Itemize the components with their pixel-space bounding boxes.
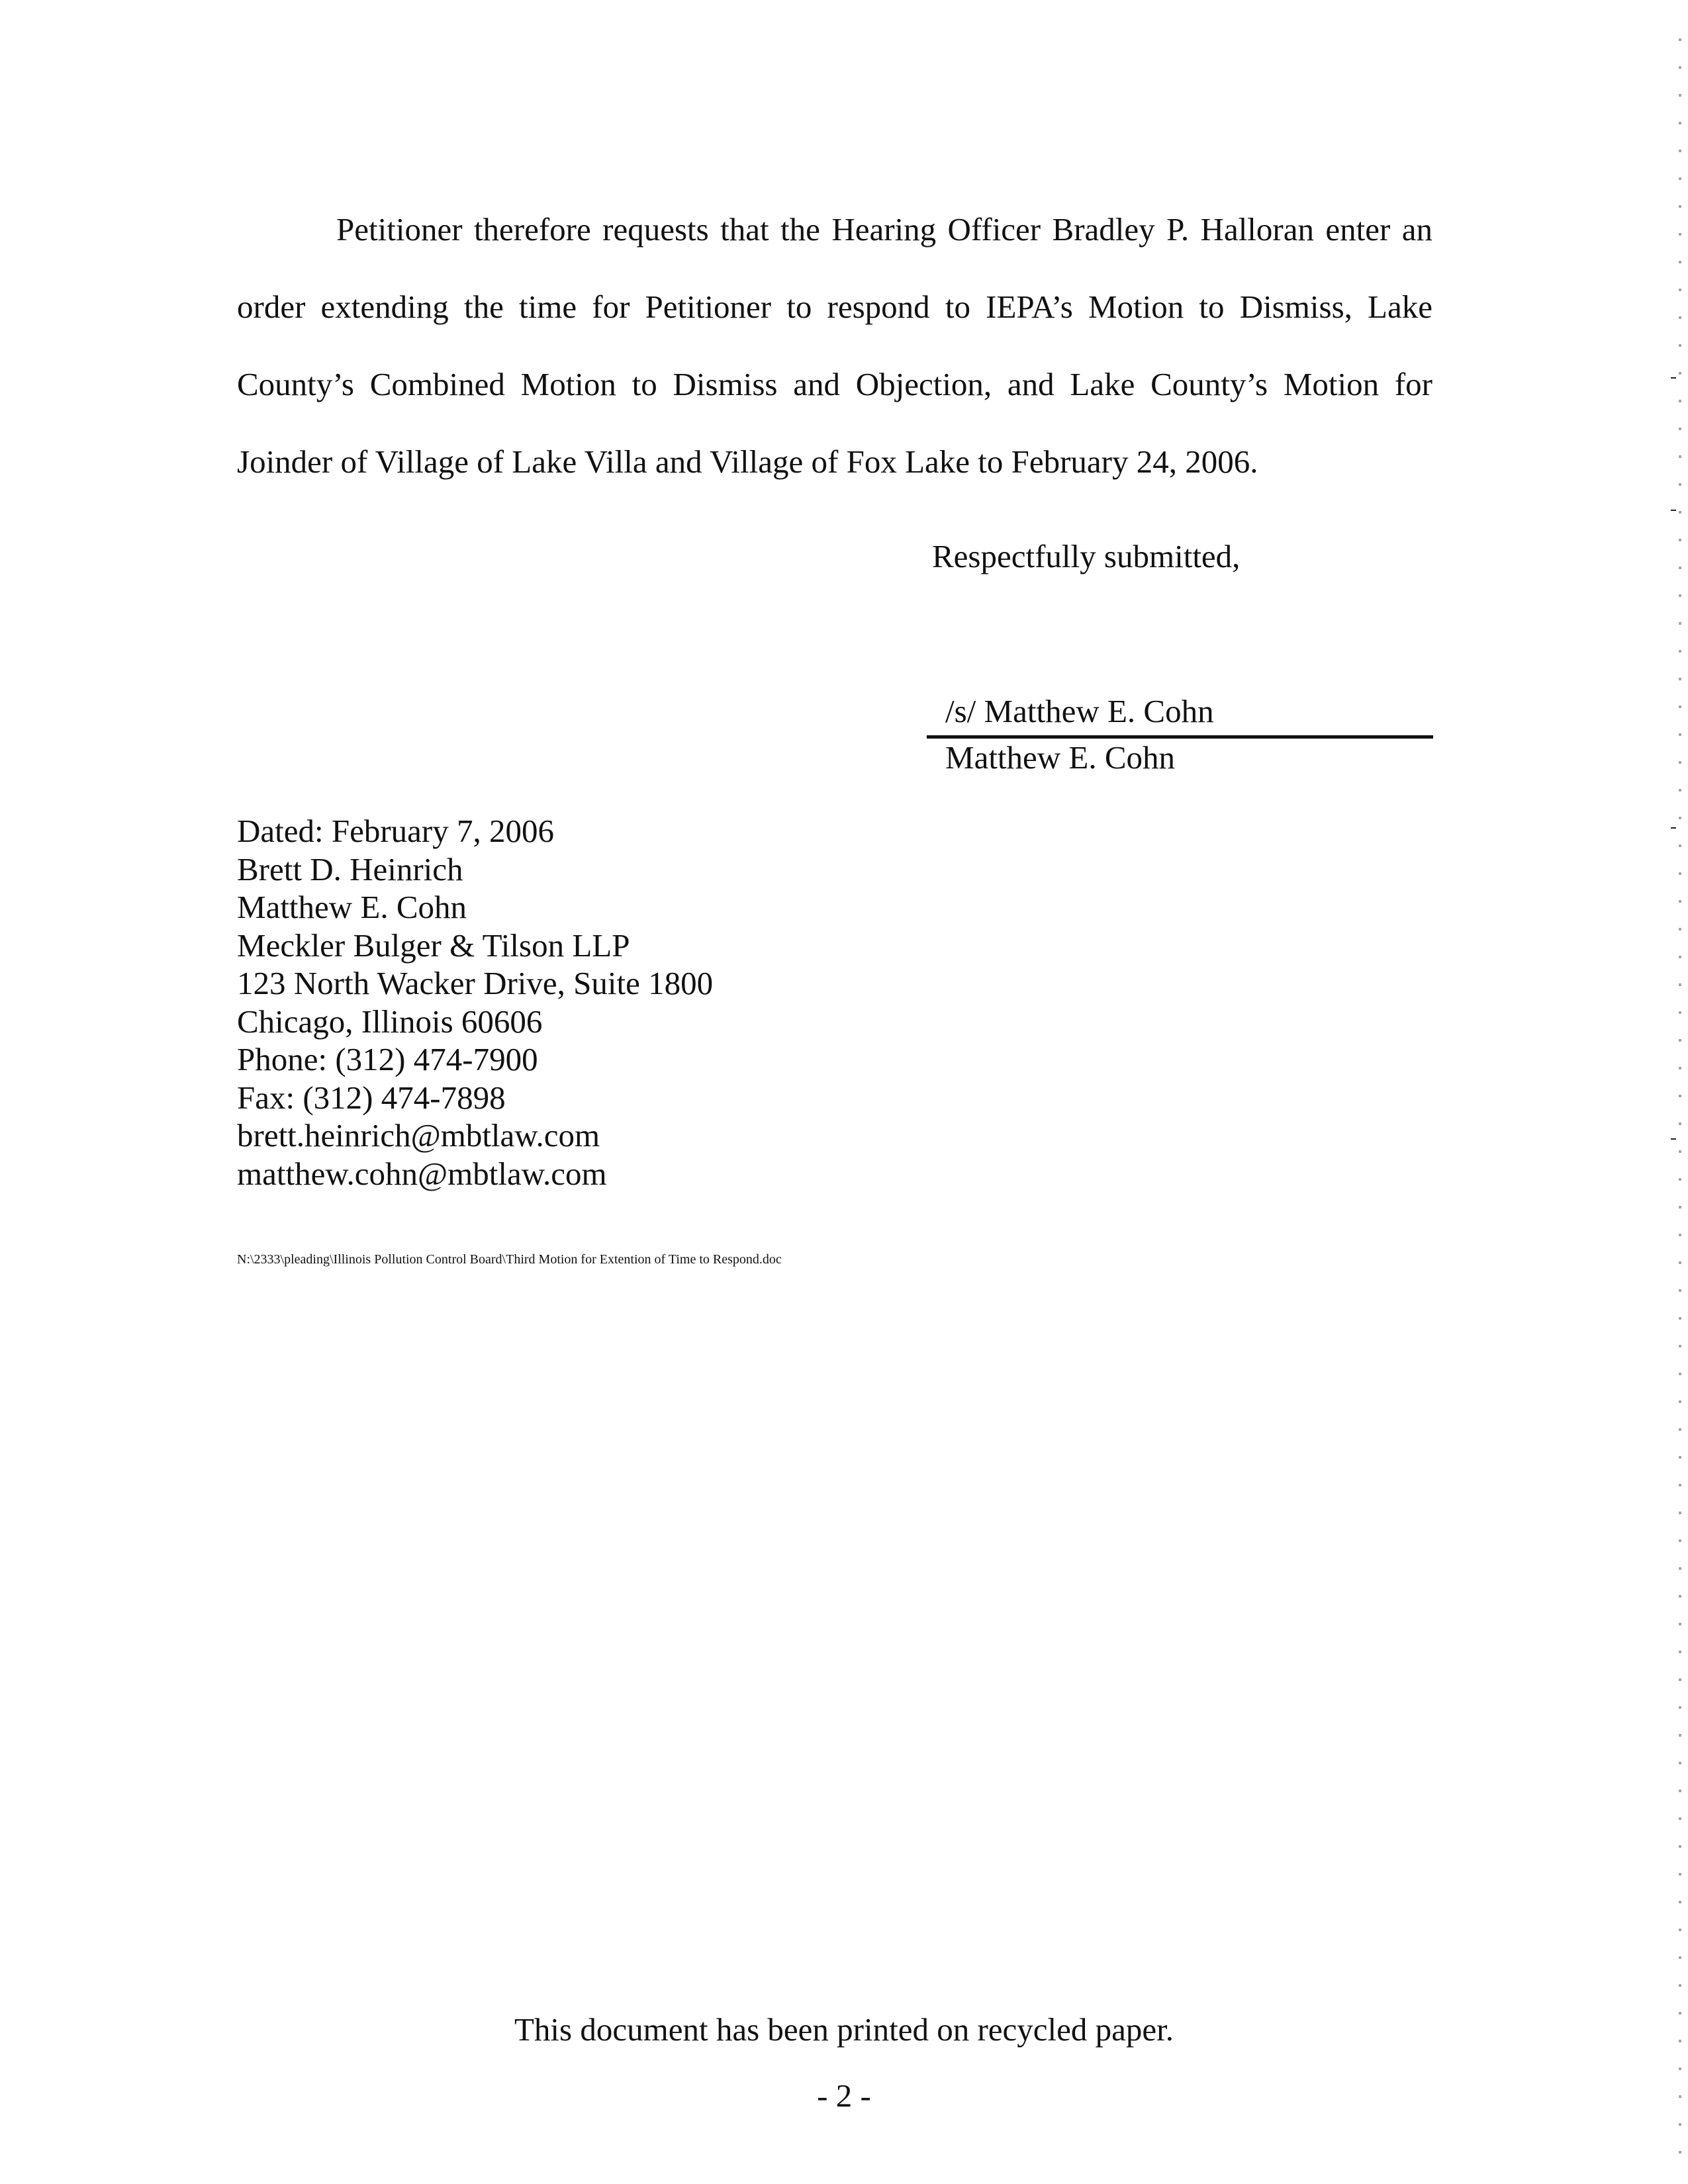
date-line: Dated: February 7, 2006 (237, 813, 554, 849)
contact-block (237, 812, 713, 1193)
fax-line: Fax: (312) 474-7898 (237, 1079, 506, 1116)
file-path-footer: N:\2333\pleading\Illinois Pollution Control Board\Third Motion for Extention of Time to Respond.doc (237, 1252, 782, 1267)
request-paragraph: Petitioner therefore requests that the Hearing Officer Bradley P. Halloran enter an order extending the time for Petitioner to respond to IEPA’s Motion to Dismiss, Lake County’s Combined Motion to Dismiss and Objection, and Lake County’s Motion for Joinder of Village of Lake Villa and Village of Fox Lake to February 24, 2006. (237, 211, 1432, 480)
electronic-signature: /s/ Matthew E. Cohn (945, 693, 1214, 729)
street-address-line: 123 North Wacker Drive, Suite 1800 (237, 965, 714, 1001)
scan-mark (1671, 377, 1676, 379)
scan-mark (1671, 510, 1676, 511)
recycled-paper-note: This document has been printed on recycled paper. (514, 2011, 1174, 2048)
scan-mark (1671, 1138, 1676, 1140)
email-line: matthew.cohn@mbtlaw.com (237, 1155, 607, 1192)
firm-name-line: Meckler Bulger & Tilson LLP (237, 927, 630, 964)
phone-line: Phone: (312) 474-7900 (237, 1041, 538, 1077)
email-line: brett.heinrich@mbtlaw.com (237, 1117, 600, 1154)
city-state-line: Chicago, Illinois 60606 (237, 1003, 543, 1040)
attorney-name-line: Brett D. Heinrich (237, 850, 463, 887)
closing-phrase: Respectfully submitted, (932, 538, 1241, 574)
signer-name: Matthew E. Cohn (945, 739, 1176, 776)
scan-edge-artifact (1679, 13, 1681, 2171)
scan-mark (1671, 827, 1676, 829)
attorney-name-line: Matthew E. Cohn (237, 889, 467, 925)
page-number: - 2 - (817, 2077, 871, 2114)
